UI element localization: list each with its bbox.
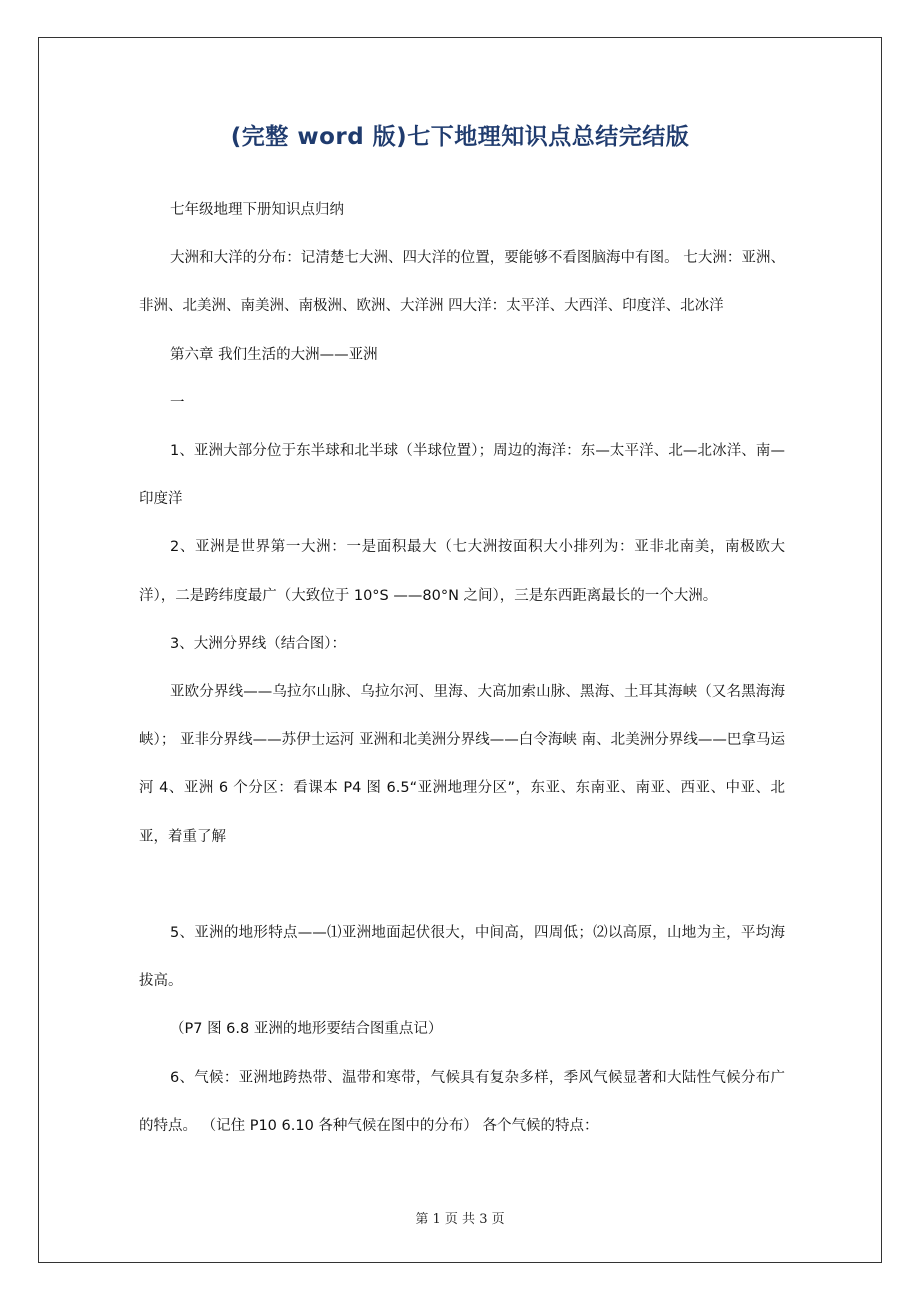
paragraph-point-1: 1、亚洲大部分位于东半球和北半球（半球位置）；周边的海洋：东—太平洋、北—北冰洋、南—印度洋 (139, 443, 785, 508)
blank-line (139, 861, 785, 909)
paragraph-intro: 七年级地理下册知识点归纳 (170, 202, 344, 218)
paragraph-boundaries: 亚欧分界线——乌拉尔山脉、乌拉尔河、里海、大高加索山脉、黑海、土耳其海峡（又名黑海海峡）； 亚非分界线——苏伊士运河 亚洲和北美洲分界线——白令海峡 南、北美洲分界线——巴拿马运河 4、亚洲 6 个分区：看课本 P4 图 6.5“亚洲地理分区”，东亚、东南亚、南亚、西亚、中亚、北亚，着重了解 (139, 684, 785, 845)
page-footer: 第 1 页 共 3 页 (415, 1212, 505, 1227)
paragraph-point-2: 2、亚洲是世界第一大洲：一是面积最大（七大洲按面积大小排列为：亚非北南美，南极欧大洋），二是跨纬度最广（大致位于 10°S ——80°N 之间），三是东西距离最长的一个大洲。 (139, 539, 785, 604)
document-title: (完整 word 版)七下地理知识点总结完结版 (230, 124, 690, 150)
paragraph-figure-note: （P7 图 6.8 亚洲的地形要结合图重点记） (170, 1021, 443, 1038)
document-body (139, 186, 785, 1150)
section-number: 一 (170, 394, 185, 411)
paragraph-point-3: 3、大洲分界线（结合图）： (170, 635, 346, 652)
paragraph-point-5: 5、亚洲的地形特点——⑴亚洲地面起伏很大，中间高，四周低；⑵以高原，山地为主，平均海拔高。 (139, 925, 785, 990)
paragraph-point-6: 6、气候：亚洲地跨热带、温带和寒带，气候具有复杂多样，季风气候显著和大陆性气候分布广的特点。 （记住 P10 6.10 各种气候在图中的分布） 各个气候的特点： (139, 1069, 785, 1134)
paragraph-continents-oceans: 大洲和大洋的分布：记清楚七大洲、四大洋的位置，要能够不看图脑海中有图。 七大洲：亚洲、非洲、北美洲、南美洲、南极洲、欧洲、大洋洲 四大洋：太平洋、大西洋、印度洋、北冰洋 (139, 250, 785, 315)
chapter-heading: 第六章 我们生活的大洲——亚洲 (170, 346, 378, 363)
